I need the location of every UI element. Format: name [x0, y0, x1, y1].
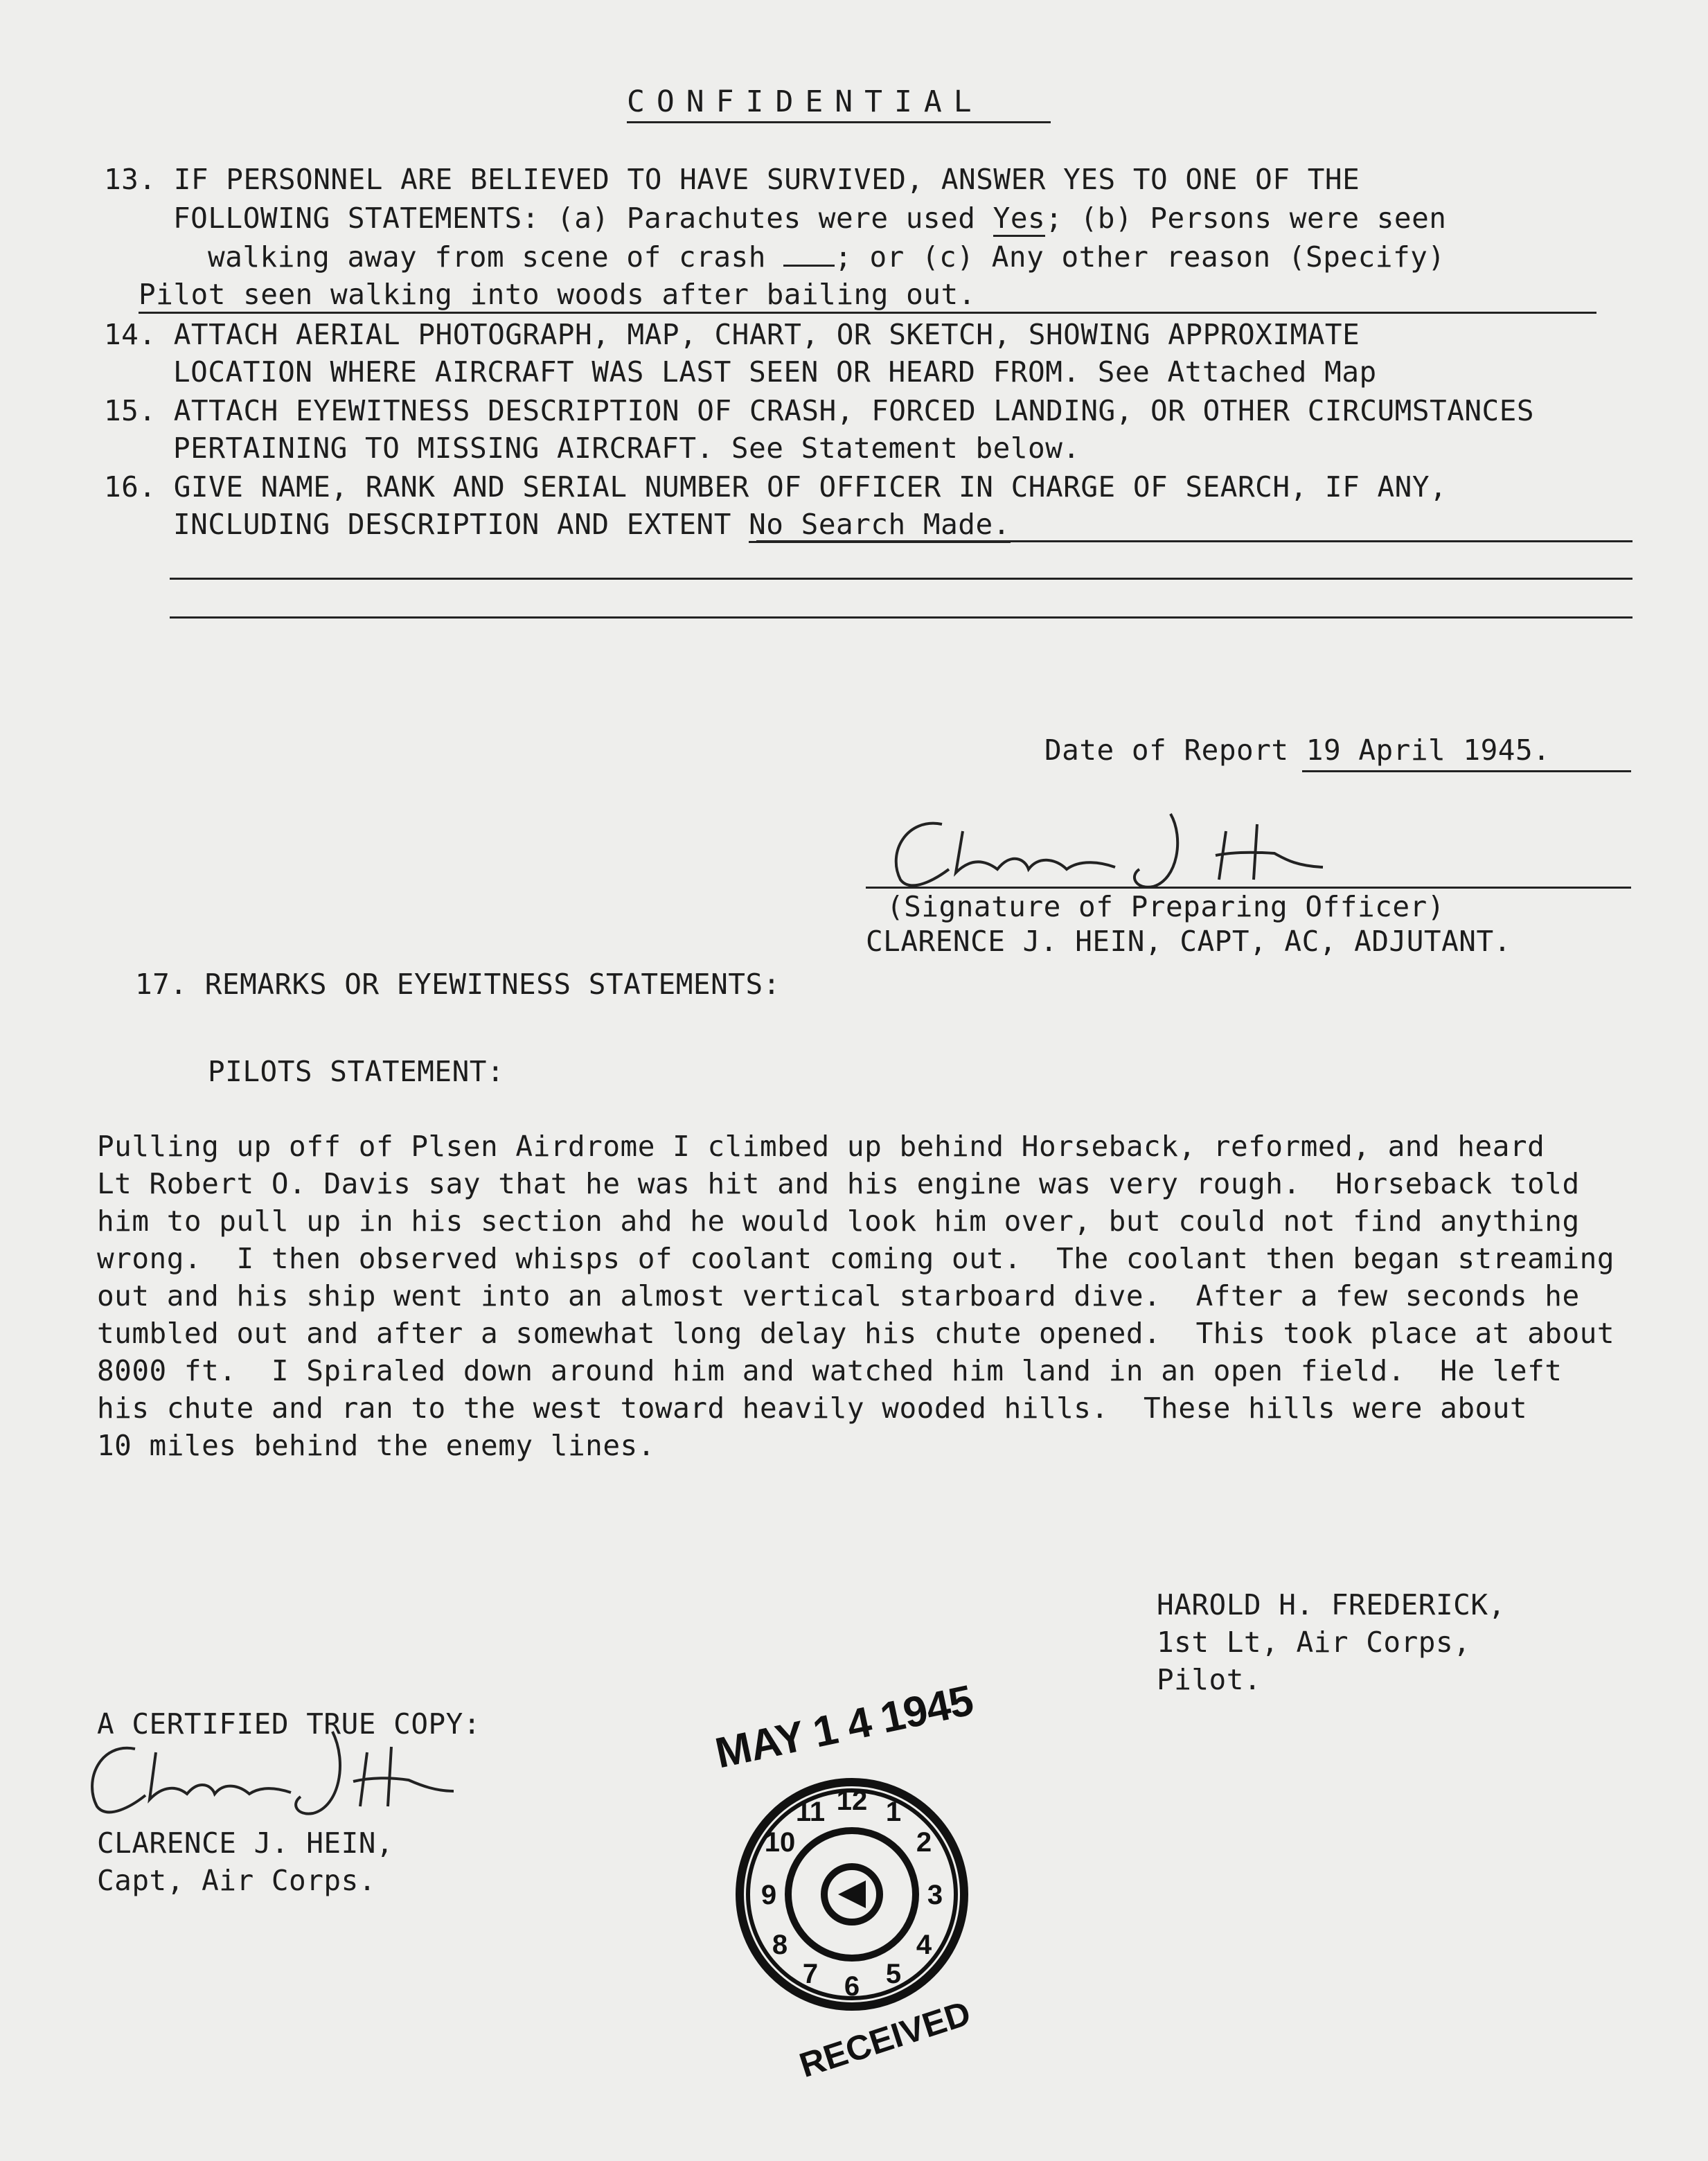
stamp-dial-number: 9: [760, 1880, 777, 1910]
stamp-dial-number: 5: [885, 1959, 902, 1989]
pilot-rank: 1st Lt, Air Corps,: [1157, 1626, 1471, 1659]
item-14: [104, 317, 1360, 352]
certification-rank: Capt, Air Corps.: [97, 1864, 376, 1897]
received-stamp: [706, 1676, 997, 2086]
date-of-report: [1044, 733, 1550, 767]
item-answer: See Statement below.: [731, 432, 1080, 465]
answer-parachutes: Yes: [993, 202, 1046, 237]
title-underline: [627, 121, 1051, 123]
item-text: INCLUDING DESCRIPTION AND EXTENT: [173, 508, 731, 541]
answer-rule: [139, 312, 1596, 314]
item-16: [104, 470, 1447, 504]
item-15-line-2: [173, 431, 1080, 465]
item-13-line-2: [173, 201, 1446, 235]
date-rule: [1302, 770, 1631, 772]
item-text: GIVE NAME, RANK AND SERIAL NUMBER OF OFFICER IN CHARGE OF SEARCH, IF ANY,: [173, 470, 1448, 504]
certifying-officer-signature: [76, 1725, 464, 1829]
signature-caption: (Signature of Preparing Officer): [887, 890, 1445, 923]
officer-name: CLARENCE J. HEIN, CAPT, AC, ADJUTANT.: [866, 925, 1511, 958]
stamp-dial-number: 3: [927, 1880, 943, 1910]
preparing-officer-signature: [880, 803, 1364, 900]
item-text: ATTACH AERIAL PHOTOGRAPH, MAP, CHART, OR SKETCH, SHOWING APPROXIMATE: [173, 318, 1360, 351]
stamp-dial-number: 10: [764, 1827, 796, 1858]
item-text: LOCATION WHERE AIRCRAFT WAS LAST SEEN OR HEARD FROM.: [173, 355, 1080, 389]
pilot-role: Pilot.: [1157, 1663, 1262, 1696]
answer-rule: [756, 540, 1633, 542]
answer-walking-blank: [783, 238, 835, 267]
item-answer: See Attached Map: [1097, 355, 1377, 389]
certification-label: A CERTIFIED TRUE COPY:: [97, 1707, 481, 1741]
item-text: IF PERSONNEL ARE BELIEVED TO HAVE SURVIVED, ANSWER YES TO ONE OF THE: [173, 163, 1360, 196]
stamp-date: MAY 1 4 1945: [711, 1676, 977, 1778]
blank-rule: [170, 578, 1633, 580]
stamp-dial-number: 2: [916, 1827, 932, 1858]
stamp-dial-number: 7: [802, 1959, 819, 1989]
item-text: ATTACH EYEWITNESS DESCRIPTION OF CRASH, FORCED LANDING, OR OTHER CIRCUMSTANCES: [173, 394, 1535, 427]
item-text: ; (b) Persons were seen: [1045, 202, 1447, 235]
stamp-dial-number: 6: [844, 1971, 860, 2002]
stamp-dial-icon: [734, 1777, 970, 2012]
item-text: PERTAINING TO MISSING AIRCRAFT.: [173, 432, 714, 465]
stamp-dial-number: 12: [836, 1786, 868, 1816]
item-number: 16.: [104, 470, 157, 504]
certification-name: CLARENCE J. HEIN,: [97, 1826, 394, 1860]
statement-line: tumbled out and after a somewhat long delay his chute opened. This took place at about: [97, 1317, 1615, 1350]
item-number: 15.: [104, 394, 157, 427]
item-13: [104, 162, 1360, 197]
date-value: 19 April 1945.: [1306, 733, 1551, 767]
item-13-line-3: [208, 238, 1445, 274]
stamp-dial-number: 11: [795, 1797, 826, 1827]
item-text: FOLLOWING STATEMENTS: (a) Parachutes were used: [173, 202, 993, 235]
statement-line: 10 miles behind the enemy lines.: [97, 1429, 655, 1462]
statement-line: wrong. I then observed whisps of coolant coming out. The coolant then began streaming: [97, 1242, 1615, 1275]
statement-line: his chute and ran to the west toward heavily wooded hills. These hills were about: [97, 1391, 1528, 1425]
item-number: 13.: [104, 163, 157, 196]
item-number: 14.: [104, 318, 157, 351]
answer-other-reason: Pilot seen walking into woods after bailing out.: [139, 278, 976, 311]
date-label: Date of Report: [1044, 733, 1289, 767]
statement-line: Lt Robert O. Davis say that he was hit and his engine was very rough. Horseback told: [97, 1167, 1580, 1200]
item-text: ; or (c) Any other reason (Specify): [835, 240, 1445, 274]
signature-rule: [866, 887, 1631, 889]
pilot-name: HAROLD H. FREDERICK,: [1157, 1588, 1506, 1621]
item-text: walking away from scene of crash: [208, 240, 784, 274]
statement-line: Pulling up off of Plsen Airdrome I climbed up behind Horseback, reformed, and heard: [97, 1130, 1545, 1163]
item-16-line-2: [173, 507, 1011, 542]
statement-line: 8000 ft. I Spiraled down around him and watched him land in an open field. He left: [97, 1354, 1563, 1387]
statement-line: out and his ship went into an almost vertical starboard dive. After a few seconds he: [97, 1279, 1580, 1313]
stamp-dial-number: 1: [885, 1797, 902, 1827]
item-15: [104, 393, 1534, 428]
item-answer: No Search Made.: [749, 508, 1011, 543]
stamp-label: RECEIVED: [794, 1993, 976, 2086]
stamp-dial-number: 4: [916, 1930, 932, 1960]
pilot-statement-heading: PILOTS STATEMENT:: [208, 1055, 505, 1088]
blank-rule: [170, 616, 1633, 619]
page-title: CONFIDENTIAL: [627, 85, 984, 119]
item-14-line-2: [173, 355, 1377, 389]
remarks-heading: 17. REMARKS OR EYEWITNESS STATEMENTS:: [135, 968, 781, 1001]
statement-line: him to pull up in his section ahd he would look him over, but could not find anything: [97, 1204, 1580, 1238]
stamp-dial-number: 8: [772, 1930, 788, 1960]
